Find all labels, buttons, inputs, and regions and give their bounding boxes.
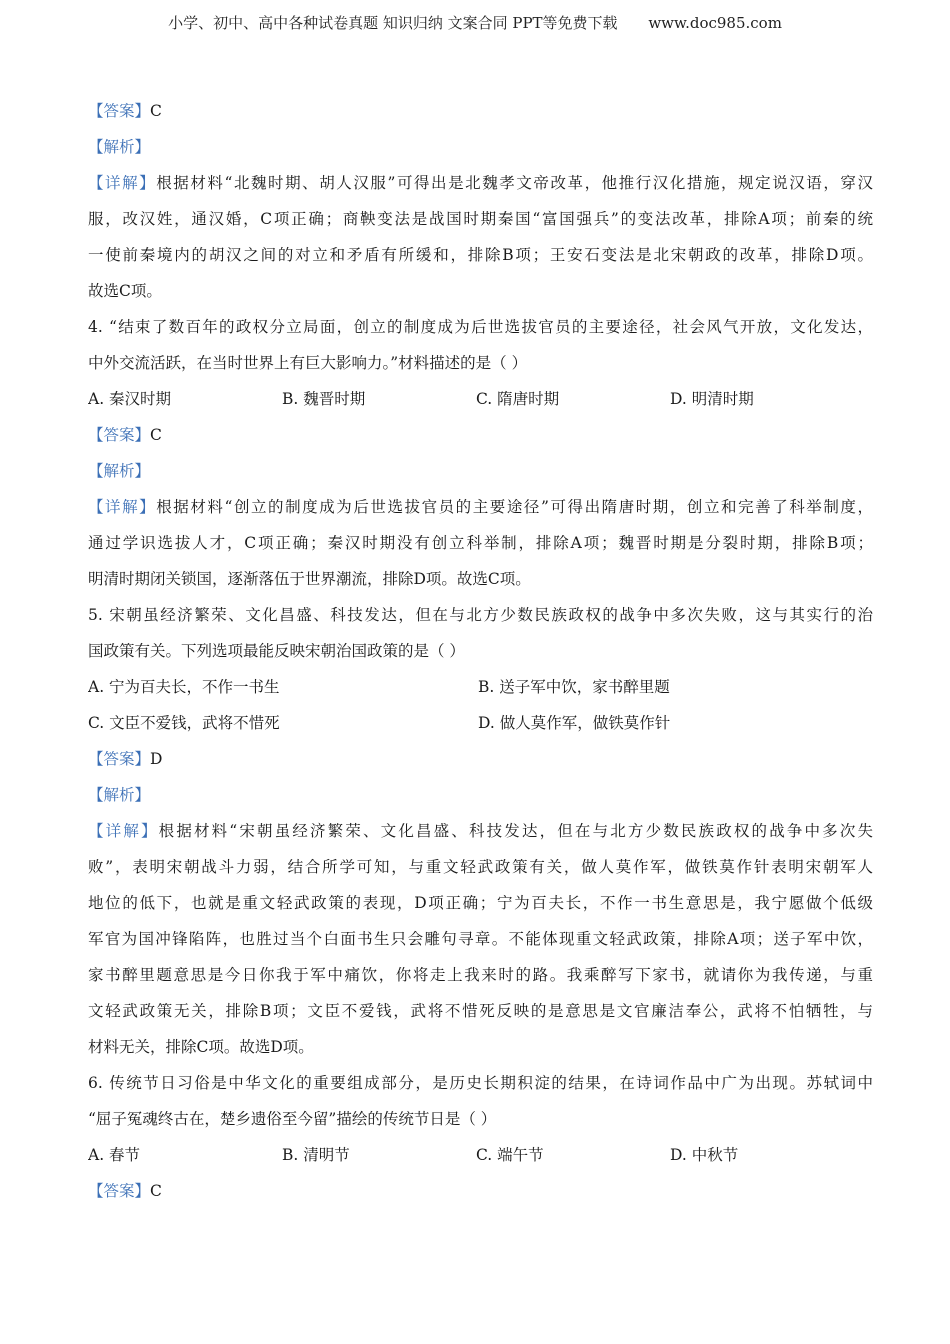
- page-header: [0, 12, 950, 33]
- detail-line: 家书醉里题意思是今日你我于军中痛饮，你将走上我来时的路。我乘醉写下家书，就请你为我传递，与重: [88, 966, 873, 984]
- option-c: C. 端午节: [476, 1146, 544, 1164]
- option-d: D. 明清时期: [670, 390, 754, 408]
- answer-line: [88, 1173, 873, 1209]
- option-b: B. 送子军中饮，家书醉里题: [478, 678, 670, 696]
- analysis-line: [88, 777, 873, 813]
- detail-label: 【详解】: [88, 822, 159, 840]
- question-stem: 中外交流活跃，在当时世界上有巨大影响力。”材料描述的是（ ）: [88, 354, 528, 372]
- analysis-label: 【解析】: [88, 786, 151, 804]
- detail-line: 服，改汉姓，通汉婚，C项正确；商鞅变法是战国时期秦国“富国强兵”的变法改革，排除A项；前秦的统: [88, 210, 873, 228]
- option-d: D. 做人莫作军，做铁莫作针: [478, 714, 671, 732]
- detail-line: 【详解】根据材料“北魏时期、胡人汉服”可得出是北魏孝文帝改革，他推行汉化措施，规定说汉语，穿汉: [88, 174, 873, 192]
- detail-line: 故选C项。: [88, 282, 162, 300]
- detail-line: 通过学识选拔人才，C项正确；秦汉时期没有创立科举制，排除A项；魏晋时期是分裂时期，排除B项；: [88, 534, 873, 552]
- option-b: B. 清明节: [282, 1146, 350, 1164]
- option-c: C. 文臣不爱钱，武将不惜死: [88, 714, 280, 732]
- detail-line: 文轻武政策无关，排除B项；文臣不爱钱，武将不惜死反映的是意思是文官廉洁奉公，武将不怕牺牲，与: [88, 1002, 873, 1020]
- question-stem: “屈子冤魂终古在，楚乡遗俗至今留”描绘的传统节日是（ ）: [88, 1110, 497, 1128]
- detail-line: 一使前秦境内的胡汉之间的对立和矛盾有所缓和，排除B项；王安石变法是北宋朝政的改革，排除D项。: [88, 246, 873, 264]
- option-a: A. 宁为百夫长，不作一书生: [88, 678, 280, 696]
- answer-label: 【答案】: [88, 102, 151, 120]
- option-d: D. 中秋节: [670, 1146, 739, 1164]
- option-a: A. 秦汉时期: [88, 390, 172, 408]
- analysis-label: 【解析】: [88, 138, 151, 156]
- answer-value: C: [150, 1182, 162, 1200]
- question-stem: 6. 传统节日习俗是中华文化的重要组成部分，是历史长期积淀的结果，在诗词作品中广为出现。苏轼词中: [88, 1074, 873, 1092]
- detail-line: 军官为国冲锋陷阵，也胜过当个白面书生只会雕句寻章。不能体现重文轻武政策，排除A项；送子军中饮，: [88, 930, 873, 948]
- options-row: [88, 669, 873, 705]
- option-c: C. 隋唐时期: [476, 390, 560, 408]
- analysis-label: 【解析】: [88, 462, 151, 480]
- question-stem: 国政策有关。下列选项最能反映宋朝治国政策的是（ ）: [88, 642, 465, 660]
- answer-label: 【答案】: [88, 426, 151, 444]
- answer-line: [88, 741, 873, 777]
- detail-line: 【详解】根据材料“创立的制度成为后世选拔官员的主要途径”可得出隋唐时期，创立和完善了科举制度，: [88, 498, 873, 516]
- options-row: [88, 705, 873, 741]
- analysis-line: [88, 129, 873, 165]
- answer-value: D: [150, 750, 163, 768]
- options-row: [88, 1137, 873, 1173]
- detail-line: 材料无关，排除C项。故选D项。: [88, 1038, 314, 1056]
- answer-value: C: [150, 102, 162, 120]
- answer-label: 【答案】: [88, 750, 151, 768]
- detail-label: 【详解】: [88, 174, 157, 192]
- analysis-line: [88, 453, 873, 489]
- option-a: A. 春节: [88, 1146, 141, 1164]
- answer-value: C: [150, 426, 162, 444]
- detail-label: 【详解】: [88, 498, 157, 516]
- document-body: [88, 93, 873, 1209]
- answer-line: [88, 93, 873, 129]
- header-text: 小学、初中、高中各种试卷真题 知识归纳 文案合同 PPT等免费下载: [168, 14, 618, 32]
- detail-line: 败”，表明宋朝战斗力弱，结合所学可知，与重文轻武政策有关，做人莫作军，做铁莫作针表明宋朝军人: [88, 858, 873, 876]
- detail-line: 地位的低下，也就是重文轻武政策的表现，D项正确；宁为百夫长，不作一书生意思是，我宁愿做个低级: [88, 894, 873, 912]
- question-stem: 4. “结束了数百年的政权分立局面，创立的制度成为后世选拔官员的主要途径，社会风气开放，文化发达，: [88, 318, 873, 336]
- question-stem: 5. 宋朝虽经济繁荣、文化昌盛、科技发达，但在与北方少数民族政权的战争中多次失败，这与其实行的治: [88, 606, 873, 624]
- option-b: B. 魏晋时期: [282, 390, 366, 408]
- answer-line: [88, 417, 873, 453]
- header-site[interactable]: www.doc985.com: [648, 14, 782, 32]
- options-row: [88, 381, 873, 417]
- detail-line: 明清时期闭关锁国，逐渐落伍于世界潮流，排除D项。故选C项。: [88, 570, 531, 588]
- detail-line: 【详解】根据材料“宋朝虽经济繁荣、文化昌盛、科技发达，但在与北方少数民族政权的战争中多次失: [88, 822, 873, 840]
- answer-label: 【答案】: [88, 1182, 151, 1200]
